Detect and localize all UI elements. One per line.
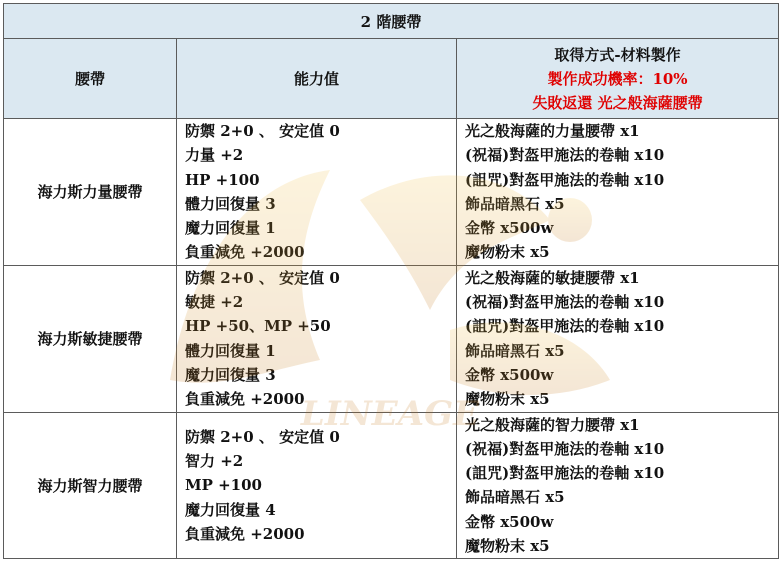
stat-line: 魔力回復量 4 bbox=[185, 500, 276, 519]
material-line: 飾品暗黑石 x5 bbox=[465, 194, 565, 213]
stat-line: HP +50、MP +50 bbox=[185, 317, 331, 336]
stat-line: 負重減免 +2000 bbox=[185, 243, 305, 262]
stat-line: 防禦 2+0 、 安定值 0 bbox=[185, 268, 340, 287]
stat-line: 負重減免 +2000 bbox=[185, 524, 305, 543]
material-line: 魔物粉末 x5 bbox=[465, 537, 550, 556]
table-row bbox=[4, 412, 779, 559]
material-line: 金幣 x500w bbox=[465, 219, 554, 238]
material-line: 光之般海薩的力量腰帶 x1 bbox=[465, 122, 640, 140]
material-line: 飾品暗黑石 x5 bbox=[465, 341, 565, 360]
material-line: (祝福)對盔甲施法的卷軸 x10 bbox=[465, 439, 665, 458]
header-method-title: 取得方式-材料製作 bbox=[554, 45, 681, 64]
stat-line: 力量 +2 bbox=[185, 146, 244, 165]
material-line: (祝福)對盔甲施法的卷軸 x10 bbox=[465, 146, 665, 165]
table-row bbox=[4, 119, 779, 266]
belt-stats bbox=[177, 412, 457, 559]
material-line: (祝福)對盔甲施法的卷軸 x10 bbox=[465, 293, 665, 312]
stat-line: 體力回復量 3 bbox=[185, 194, 276, 213]
header-ability: 能力值 bbox=[177, 39, 457, 119]
stat-line: 智力 +2 bbox=[185, 452, 244, 470]
belt-table bbox=[3, 3, 779, 559]
material-line: 金幣 x500w bbox=[465, 512, 554, 531]
material-line: 魔物粉末 x5 bbox=[465, 243, 550, 262]
material-line: 飾品暗黑石 x5 bbox=[465, 488, 565, 507]
header-method bbox=[457, 39, 779, 119]
table-title: 2 階腰帶 bbox=[4, 4, 779, 39]
stat-line: 體力回復量 1 bbox=[185, 341, 276, 360]
belt-stats bbox=[177, 119, 457, 266]
belt-materials bbox=[457, 412, 779, 559]
belt-stats bbox=[177, 265, 457, 412]
header-success-rate: 製作成功機率：10% bbox=[547, 69, 688, 88]
stat-line: MP +100 bbox=[185, 476, 262, 495]
belt-table-container bbox=[3, 3, 778, 559]
watermark-text: LINEAGE bbox=[300, 394, 480, 434]
stat-line: 魔力回復量 1 bbox=[185, 219, 276, 238]
stat-line: HP +100 bbox=[185, 170, 260, 189]
header-fail-return: 失敗返還 光之般海薩腰帶 bbox=[532, 93, 703, 112]
stat-line: 防禦 2+0 、 安定值 0 bbox=[185, 122, 340, 140]
stat-line: 敏捷 +2 bbox=[185, 293, 244, 312]
belt-name: 海力斯力量腰帶 bbox=[4, 119, 177, 266]
stat-line: 魔力回復量 3 bbox=[185, 365, 276, 384]
stat-line: 防禦 2+0 、 安定值 0 bbox=[185, 427, 340, 446]
belt-name: 海力斯智力腰帶 bbox=[4, 412, 177, 559]
stat-line: 負重減免 +2000 bbox=[185, 390, 305, 409]
belt-materials bbox=[457, 265, 779, 412]
material-line: (詛咒)對盔甲施法的卷軸 x10 bbox=[465, 170, 665, 189]
material-line: 金幣 x500w bbox=[465, 365, 554, 384]
material-line: (詛咒)對盔甲施法的卷軸 x10 bbox=[465, 317, 665, 336]
material-line: 魔物粉末 x5 bbox=[465, 390, 550, 409]
material-line: 光之般海薩的敏捷腰帶 x1 bbox=[465, 268, 640, 287]
material-line: 光之般海薩的智力腰帶 x1 bbox=[465, 415, 640, 434]
material-line: (詛咒)對盔甲施法的卷軸 x10 bbox=[465, 464, 665, 483]
header-belt: 腰帶 bbox=[4, 39, 177, 119]
belt-name: 海力斯敏捷腰帶 bbox=[4, 265, 177, 412]
table-row bbox=[4, 265, 779, 412]
belt-materials bbox=[457, 119, 779, 266]
